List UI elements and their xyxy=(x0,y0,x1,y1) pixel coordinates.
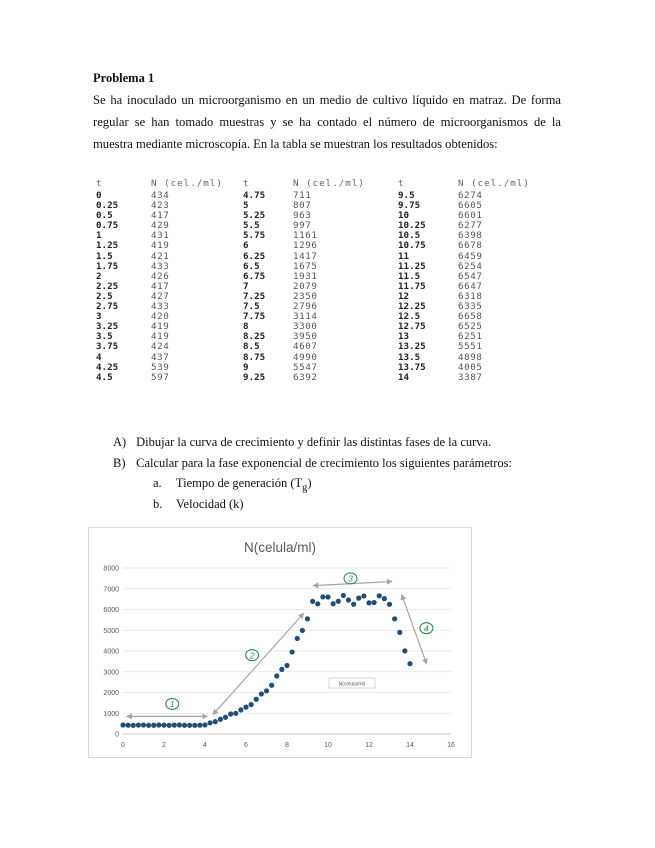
cell-time: 11.5 xyxy=(398,270,421,282)
subquestion-b-label: b. xyxy=(153,497,163,511)
cell-count: 420 xyxy=(151,311,170,323)
data-point xyxy=(223,715,228,720)
chart-axes xyxy=(103,566,455,750)
cell-count: 3300 xyxy=(293,321,318,333)
cell-time: 13.5 xyxy=(398,351,421,363)
data-point xyxy=(259,691,264,696)
cell-time: 5.5 xyxy=(243,220,260,232)
cell-count: 3114 xyxy=(293,311,318,323)
data-point xyxy=(331,601,336,606)
cell-time: 6.5 xyxy=(243,260,260,272)
data-point xyxy=(182,723,187,728)
cell-time: 9.5 xyxy=(398,190,415,201)
cell-count: 6605 xyxy=(458,200,483,212)
x-tick-label: 8 xyxy=(285,742,289,749)
cell-count: 6678 xyxy=(458,240,483,252)
data-point xyxy=(172,723,177,728)
cell-time: 0.75 xyxy=(96,220,119,232)
cell-time: 13.75 xyxy=(398,361,426,373)
cell-time: 4 xyxy=(96,351,102,363)
header-n: N (cel./ml) xyxy=(151,178,223,189)
cell-time: 13 xyxy=(398,331,410,343)
cell-time: 2.75 xyxy=(96,301,119,313)
cell-count: 433 xyxy=(151,301,170,313)
cell-time: 4.25 xyxy=(96,361,119,373)
data-point xyxy=(284,663,289,668)
cell-count: 434 xyxy=(151,190,170,201)
y-tick-label: 2000 xyxy=(103,690,119,697)
x-tick-label: 0 xyxy=(121,742,125,749)
cell-count: 4990 xyxy=(293,351,318,363)
data-point xyxy=(366,600,371,605)
phase-label: 3 xyxy=(348,573,353,584)
cell-time: 10.75 xyxy=(398,240,426,252)
data-point xyxy=(177,722,182,727)
data-point xyxy=(397,630,402,635)
cell-count: 424 xyxy=(151,341,170,353)
cell-count: 3387 xyxy=(458,371,483,383)
cell-time: 8.75 xyxy=(243,351,266,363)
subquestion-a-text: Tiempo de generación (T xyxy=(175,476,303,490)
data-point xyxy=(218,717,223,722)
cell-time: 11 xyxy=(398,250,410,262)
phase-label: 1 xyxy=(169,699,175,710)
data-point xyxy=(279,667,284,672)
x-tick-label: 10 xyxy=(324,742,332,749)
cell-count: 597 xyxy=(151,371,170,383)
data-point xyxy=(233,711,238,716)
cell-count: 6601 xyxy=(458,210,483,222)
cell-count: 417 xyxy=(151,210,170,222)
data-point xyxy=(187,723,192,728)
cell-count: 5551 xyxy=(458,341,483,353)
cell-count: 6459 xyxy=(458,250,483,262)
data-point xyxy=(136,722,141,727)
data-point xyxy=(264,688,269,693)
cell-count: 6254 xyxy=(458,260,483,272)
data-point xyxy=(126,723,131,728)
chart-points xyxy=(120,593,412,728)
data-point xyxy=(290,649,295,654)
data-point xyxy=(305,616,310,621)
data-point xyxy=(156,722,161,727)
cell-count: 6547 xyxy=(458,270,483,282)
cell-count: 427 xyxy=(151,290,170,302)
subquestion-b xyxy=(153,497,244,512)
y-tick-label: 0 xyxy=(115,731,119,739)
data-point xyxy=(387,602,392,607)
cell-time: 9 xyxy=(243,361,249,373)
cell-time: 12.5 xyxy=(398,311,421,323)
cell-time: 7.75 xyxy=(243,311,266,323)
subquestion-a-subscript: g xyxy=(302,482,308,494)
cell-count: 711 xyxy=(293,190,312,201)
cell-time: 9.75 xyxy=(398,200,421,212)
y-tick-label: 5000 xyxy=(103,627,119,635)
data-point xyxy=(202,722,207,727)
cell-time: 6 xyxy=(243,240,249,252)
data-point xyxy=(300,628,305,633)
cell-time: 7 xyxy=(243,280,249,292)
cell-count: 6277 xyxy=(458,220,483,232)
data-point xyxy=(407,661,412,666)
cell-time: 2 xyxy=(96,270,102,282)
cell-time: 10.5 xyxy=(398,230,421,242)
cell-count: 419 xyxy=(151,240,170,252)
legend-text: N(celula/ml) xyxy=(338,681,366,688)
cell-count: 6392 xyxy=(293,371,318,383)
data-point xyxy=(320,594,325,599)
data-point xyxy=(167,723,172,728)
data-point xyxy=(392,616,397,621)
data-point xyxy=(141,722,146,727)
subquestion-a-label: a. xyxy=(153,476,162,490)
data-point xyxy=(402,648,407,653)
cell-time: 9.25 xyxy=(243,371,266,383)
data-point xyxy=(341,593,346,598)
chart-legend xyxy=(329,678,375,688)
cell-time: 3.75 xyxy=(96,341,119,353)
header-t: t xyxy=(96,178,103,189)
cell-time: 7.5 xyxy=(243,301,260,313)
cell-time: 12.25 xyxy=(398,301,426,313)
question-a xyxy=(113,435,491,450)
cell-time: 1.5 xyxy=(96,250,113,262)
cell-time: 12 xyxy=(398,290,410,302)
cell-count: 433 xyxy=(151,260,170,272)
cell-time: 3 xyxy=(96,311,102,323)
cell-count: 421 xyxy=(151,250,170,262)
cell-time: 8.5 xyxy=(243,341,260,353)
x-tick-label: 12 xyxy=(365,742,373,749)
table-body xyxy=(96,191,546,383)
table-header-row xyxy=(96,176,546,191)
data-point xyxy=(192,723,197,728)
header-t: t xyxy=(398,178,405,189)
cell-count: 4005 xyxy=(458,361,483,373)
problem-title: Problema 1 xyxy=(93,71,155,85)
data-point xyxy=(161,723,166,728)
cell-count: 1161 xyxy=(293,230,318,242)
table-row xyxy=(96,342,546,352)
header-t: t xyxy=(243,178,250,189)
cell-count: 6398 xyxy=(458,230,483,242)
question-b-text: Calcular para la fase exponencial de crecimiento los siguientes parámetros: xyxy=(136,456,513,470)
cell-time: 4.5 xyxy=(96,371,113,383)
cell-time: 2.5 xyxy=(96,290,113,302)
cell-count: 2079 xyxy=(293,280,318,292)
y-tick-label: 6000 xyxy=(103,607,119,614)
cell-time: 1.25 xyxy=(96,240,119,252)
cell-count: 6525 xyxy=(458,321,483,333)
data-point xyxy=(249,702,254,707)
data-point xyxy=(315,601,320,606)
cell-time: 10 xyxy=(398,210,410,222)
cell-count: 6274 xyxy=(458,190,483,201)
header-n: N (cel./ml) xyxy=(458,178,530,189)
cell-time: 3.5 xyxy=(96,331,113,343)
cell-time: 2.25 xyxy=(96,280,119,292)
cell-count: 4898 xyxy=(458,351,483,363)
cell-time: 11.25 xyxy=(398,260,426,272)
cell-count: 423 xyxy=(151,200,170,212)
data-point xyxy=(346,597,351,602)
data-point xyxy=(197,723,202,728)
data-point xyxy=(325,594,330,599)
data-point xyxy=(238,707,243,712)
cell-count: 431 xyxy=(151,230,170,242)
y-tick-label: 8000 xyxy=(103,565,119,573)
cell-count: 5547 xyxy=(293,361,318,373)
subquestion-b-text: Velocidad (k) xyxy=(175,497,244,511)
cell-time: 13.25 xyxy=(398,341,426,353)
data-point xyxy=(377,593,382,598)
cell-count: 1296 xyxy=(293,240,318,252)
data-point xyxy=(336,599,341,604)
subquestion-a xyxy=(153,476,312,494)
cell-time: 0.5 xyxy=(96,210,113,222)
cell-time: 5.25 xyxy=(243,210,266,222)
cell-time: 11.75 xyxy=(398,280,426,292)
cell-count: 426 xyxy=(151,270,170,282)
growth-chart xyxy=(88,527,472,758)
chart-svg xyxy=(89,528,471,757)
cell-count: 4607 xyxy=(293,341,318,353)
data-point xyxy=(356,596,361,601)
cell-count: 6318 xyxy=(458,290,483,302)
cell-count: 2796 xyxy=(293,301,318,313)
chart-title: N(celula/ml) xyxy=(243,540,317,555)
x-tick-label: 6 xyxy=(244,742,248,749)
data-point xyxy=(254,697,259,702)
subquestion-a-close: ) xyxy=(307,476,312,490)
table-row xyxy=(96,373,546,383)
cell-count: 1675 xyxy=(293,260,318,272)
cell-count: 437 xyxy=(151,351,170,363)
data-point xyxy=(361,593,366,598)
data-point xyxy=(208,720,213,725)
data-point xyxy=(243,705,248,710)
results-table xyxy=(96,176,546,383)
y-tick-label: 7000 xyxy=(103,586,119,594)
cell-count: 807 xyxy=(293,200,312,212)
cell-time: 7.25 xyxy=(243,290,266,302)
cell-count: 1417 xyxy=(293,250,318,262)
intro-paragraph: Se ha inoculado un microorganismo en un medio de cultivo líquido en matraz. De forma regular se han tomado muestras y se ha contado el número de microorganismos de la muestra mediante microscopía. En la tabla se muestran los resultados obtenidos: xyxy=(93,93,561,151)
data-point xyxy=(120,722,125,727)
cell-count: 429 xyxy=(151,220,170,232)
data-point xyxy=(295,636,300,641)
cell-count: 3950 xyxy=(293,331,318,343)
y-tick-label: 3000 xyxy=(103,669,119,677)
x-tick-label: 2 xyxy=(162,742,166,749)
question-b-label: B) xyxy=(113,456,126,470)
x-tick-label: 14 xyxy=(406,742,414,749)
data-point xyxy=(269,683,274,688)
phase-label: 4 xyxy=(424,623,429,634)
cell-time: 1 xyxy=(96,230,102,242)
cell-count: 997 xyxy=(293,220,312,232)
cell-time: 1.75 xyxy=(96,260,119,272)
cell-count: 6658 xyxy=(458,311,483,323)
header-n: N (cel./ml) xyxy=(293,178,365,189)
cell-time: 8.25 xyxy=(243,331,266,343)
cell-count: 419 xyxy=(151,331,170,343)
cell-count: 6251 xyxy=(458,331,483,343)
data-point xyxy=(310,599,315,604)
cell-time: 4.75 xyxy=(243,190,266,201)
cell-time: 0.25 xyxy=(96,200,119,212)
x-tick-label: 4 xyxy=(203,742,207,749)
cell-time: 0 xyxy=(96,190,102,201)
x-tick-label: 16 xyxy=(447,742,455,749)
data-point xyxy=(228,711,233,716)
data-point xyxy=(351,602,356,607)
phase-arrows xyxy=(127,573,433,716)
cell-count: 963 xyxy=(293,210,312,222)
cell-time: 5 xyxy=(243,200,249,212)
cell-time: 14 xyxy=(398,371,410,383)
cell-time: 12.75 xyxy=(398,321,426,333)
cell-time: 3.25 xyxy=(96,321,119,333)
cell-count: 1931 xyxy=(293,270,318,282)
data-point xyxy=(151,723,156,728)
cell-time: 6.75 xyxy=(243,270,266,282)
y-tick-label: 1000 xyxy=(103,710,119,718)
y-tick-label: 4000 xyxy=(103,648,119,656)
data-point xyxy=(382,596,387,601)
question-b xyxy=(113,456,512,471)
cell-time: 5.75 xyxy=(243,230,266,242)
cell-count: 419 xyxy=(151,321,170,333)
question-a-text: Dibujar la curva de crecimiento y definir las distintas fases de la curva. xyxy=(136,435,492,449)
data-point xyxy=(274,673,279,678)
cell-count: 6647 xyxy=(458,280,483,292)
question-a-label: A) xyxy=(113,435,127,449)
cell-time: 10.25 xyxy=(398,220,426,232)
cell-time: 6.25 xyxy=(243,250,266,262)
data-point xyxy=(372,600,377,605)
cell-count: 417 xyxy=(151,280,170,292)
phase-label: 2 xyxy=(249,650,255,661)
cell-count: 6335 xyxy=(458,301,483,313)
data-point xyxy=(146,723,151,728)
cell-count: 2350 xyxy=(293,290,318,302)
data-point xyxy=(213,719,218,724)
data-point xyxy=(131,723,136,728)
cell-count: 539 xyxy=(151,361,170,373)
cell-time: 8 xyxy=(243,321,249,333)
